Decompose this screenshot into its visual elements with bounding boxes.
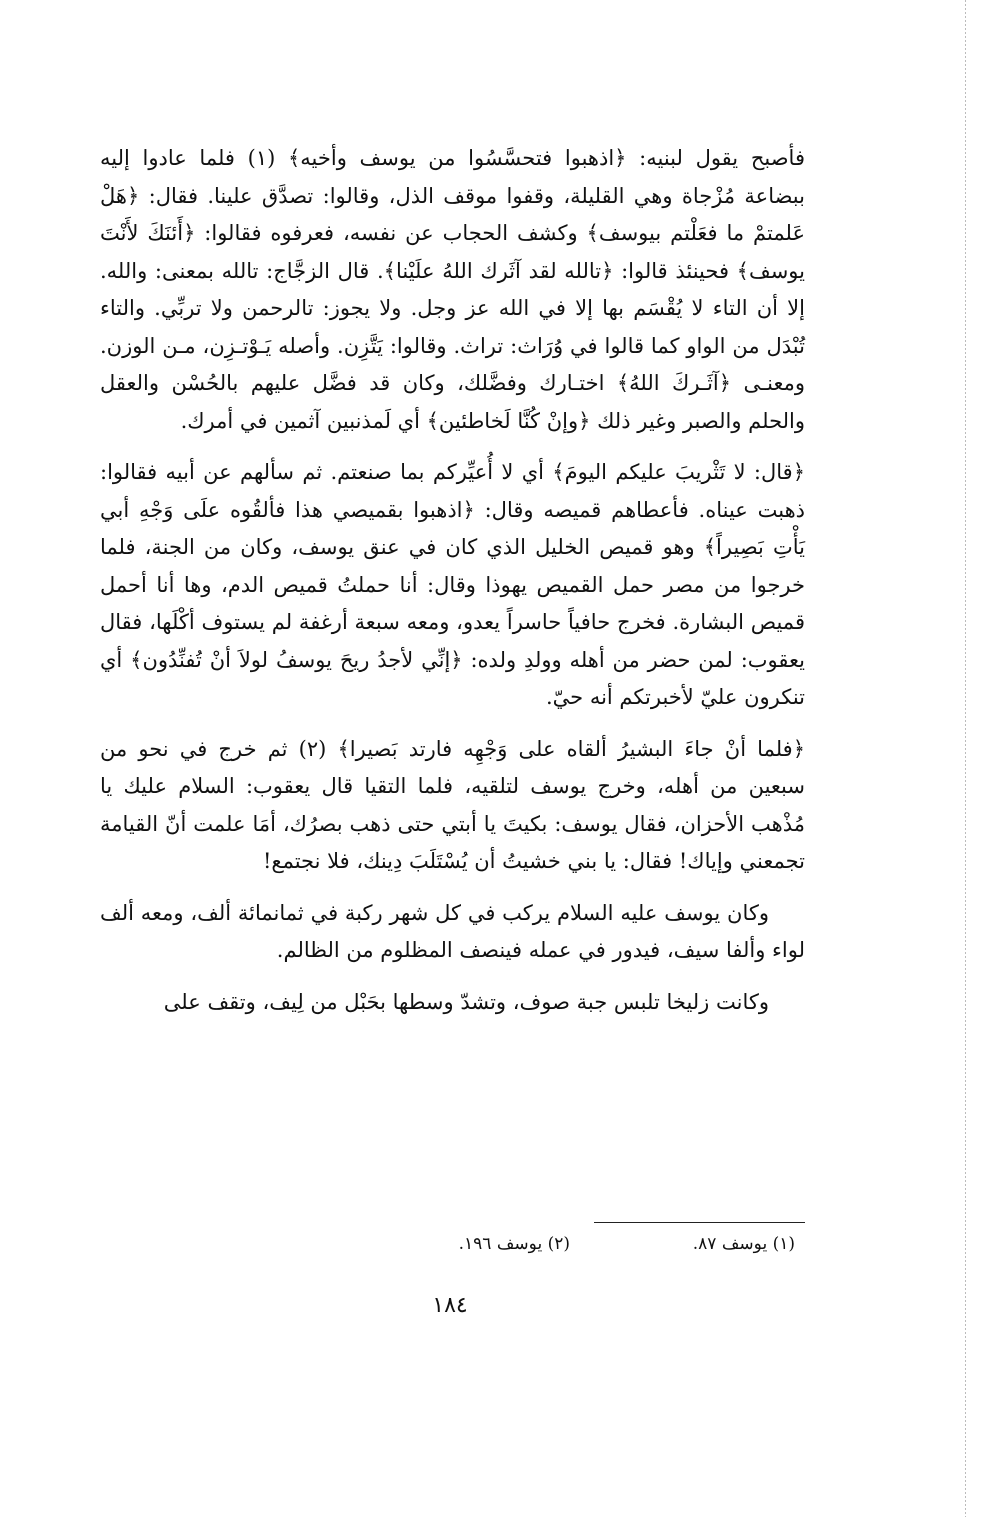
paragraph-5-text: وكانت زليخا تلبس جبة صوف، وتشدّ وسطها بحَبْل من لِيف، وتقف على	[163, 989, 769, 1014]
footnote-1: (١) يوسف ٨٧.	[692, 1234, 795, 1254]
footnote-2: (٢) يوسف ١٩٦.	[458, 1234, 570, 1254]
scan-edge-line	[965, 0, 966, 1517]
page-number: ١٨٤	[432, 1293, 468, 1318]
paragraph-4	[100, 895, 805, 970]
paragraph-5	[100, 984, 805, 1022]
paragraph-3: ﴿فلما أنْ جاءَ البشيرُ ألقاه على وَجْهِه فارتد بَصيرا﴾ (٢) ثم خرج في نحو من سبعين من أهله، وخرج يوسف لتلقيه، فلما التقيا قال يعقوب: السلام عليك يا مُذْهب الأحزان، فقال يوسف: بكيتَ يا أبتي حتى ذهب بصرُك، أمَا علمت أنّ القيامة تجمعني وإياك! فقال: يا بني خشيتُ أن يُسْتَلَبَ دِينك، فلا نجتمع!	[100, 736, 806, 873]
footnote-separator	[594, 1222, 805, 1223]
paragraph-2: ﴿قال: لا تَثْريبَ عليكم اليومَ﴾ أي لا أُعيِّركم بما صنعتم. ثم سألهم عن أبيه فقالوا: ذهبت عيناه. فأعطاهم قميصه وقال: ﴿اذهبوا بقميصي هذا فألقُوه علَى وَجْهِ أبي يَأْتِ بَصِيراً﴾ وهو قميص الخليل الذي كان في عنق يوسف، وكان من الجنة، فلما خرجوا من مصر حمل القميص يهوذا وقال: أنا حملتُ قميص الدم، وها أنا أحمل قميص البشارة. فخرج حافياً حاسراً يعدو، ومعه سبعة أرغفة لم يستوف أكْلَها، فقال يعقوب: لمن حضر من أهله وولدِ ولده: ﴿إنِّي لأجدُ ريحَ يوسفُ لولاَ أنْ تُفنِّدُون﴾ أي تنكرون عليّ لأخبرتكم أنه حيّ.	[100, 460, 805, 709]
page-body	[100, 140, 805, 1035]
paragraph-4-text: وكان يوسف عليه السلام يركب في كل شهر ركبة في ثمانمائة ألف، ومعه ألف لواء وألفا سيف، فيدور في عمله فينصف المظلوم من الظالم.	[100, 900, 805, 962]
footnotes	[270, 1234, 795, 1266]
paragraph-1: فأصبح يقول لبنيه: ﴿اذهبوا فتحسَّسُوا من يوسف وأخيه﴾ (١) فلما عادوا إليه ببضاعة مُزْجاة وهي القليلة، وقفوا موقف الذل، وقالوا: تصدَّق علينا. فقال: ﴿هَلْ عَلمتمْ ما فعَلْتم بيوسف﴾ وكشف الحجاب عن نفسه، فعرفوه فقالوا: ﴿أَئنَكَ لأَنْتَ يوسف﴾ فحينئذ قالوا: ﴿تالله لقد آثَرك اللهُ علَيْنا﴾. قال الزجَّاج: تالله بمعنى: والله. إلا أن التاء لا يُقْسَم بها إلا في الله عز وجل. ولا يجوز: تالرحمن ولا تربِّي. والتاء تُبْدَل من الواو كما قالوا في وُرَاث: تراث. وقالوا: يَتَّزِن. وأصله يَـوْتـزِن، مـن الوزن. ومعنـى ﴿آثَـركَ اللهُ﴾ اختـارك وفضَّلك، وكان قد فضَّل عليهم بالحُسْن والعقل والحلم والصبر وغير ذلك ﴿وإنْ كُنَّا لَخاطئين﴾ أي لَمذنبين آثمين في أمرك.	[100, 146, 805, 433]
